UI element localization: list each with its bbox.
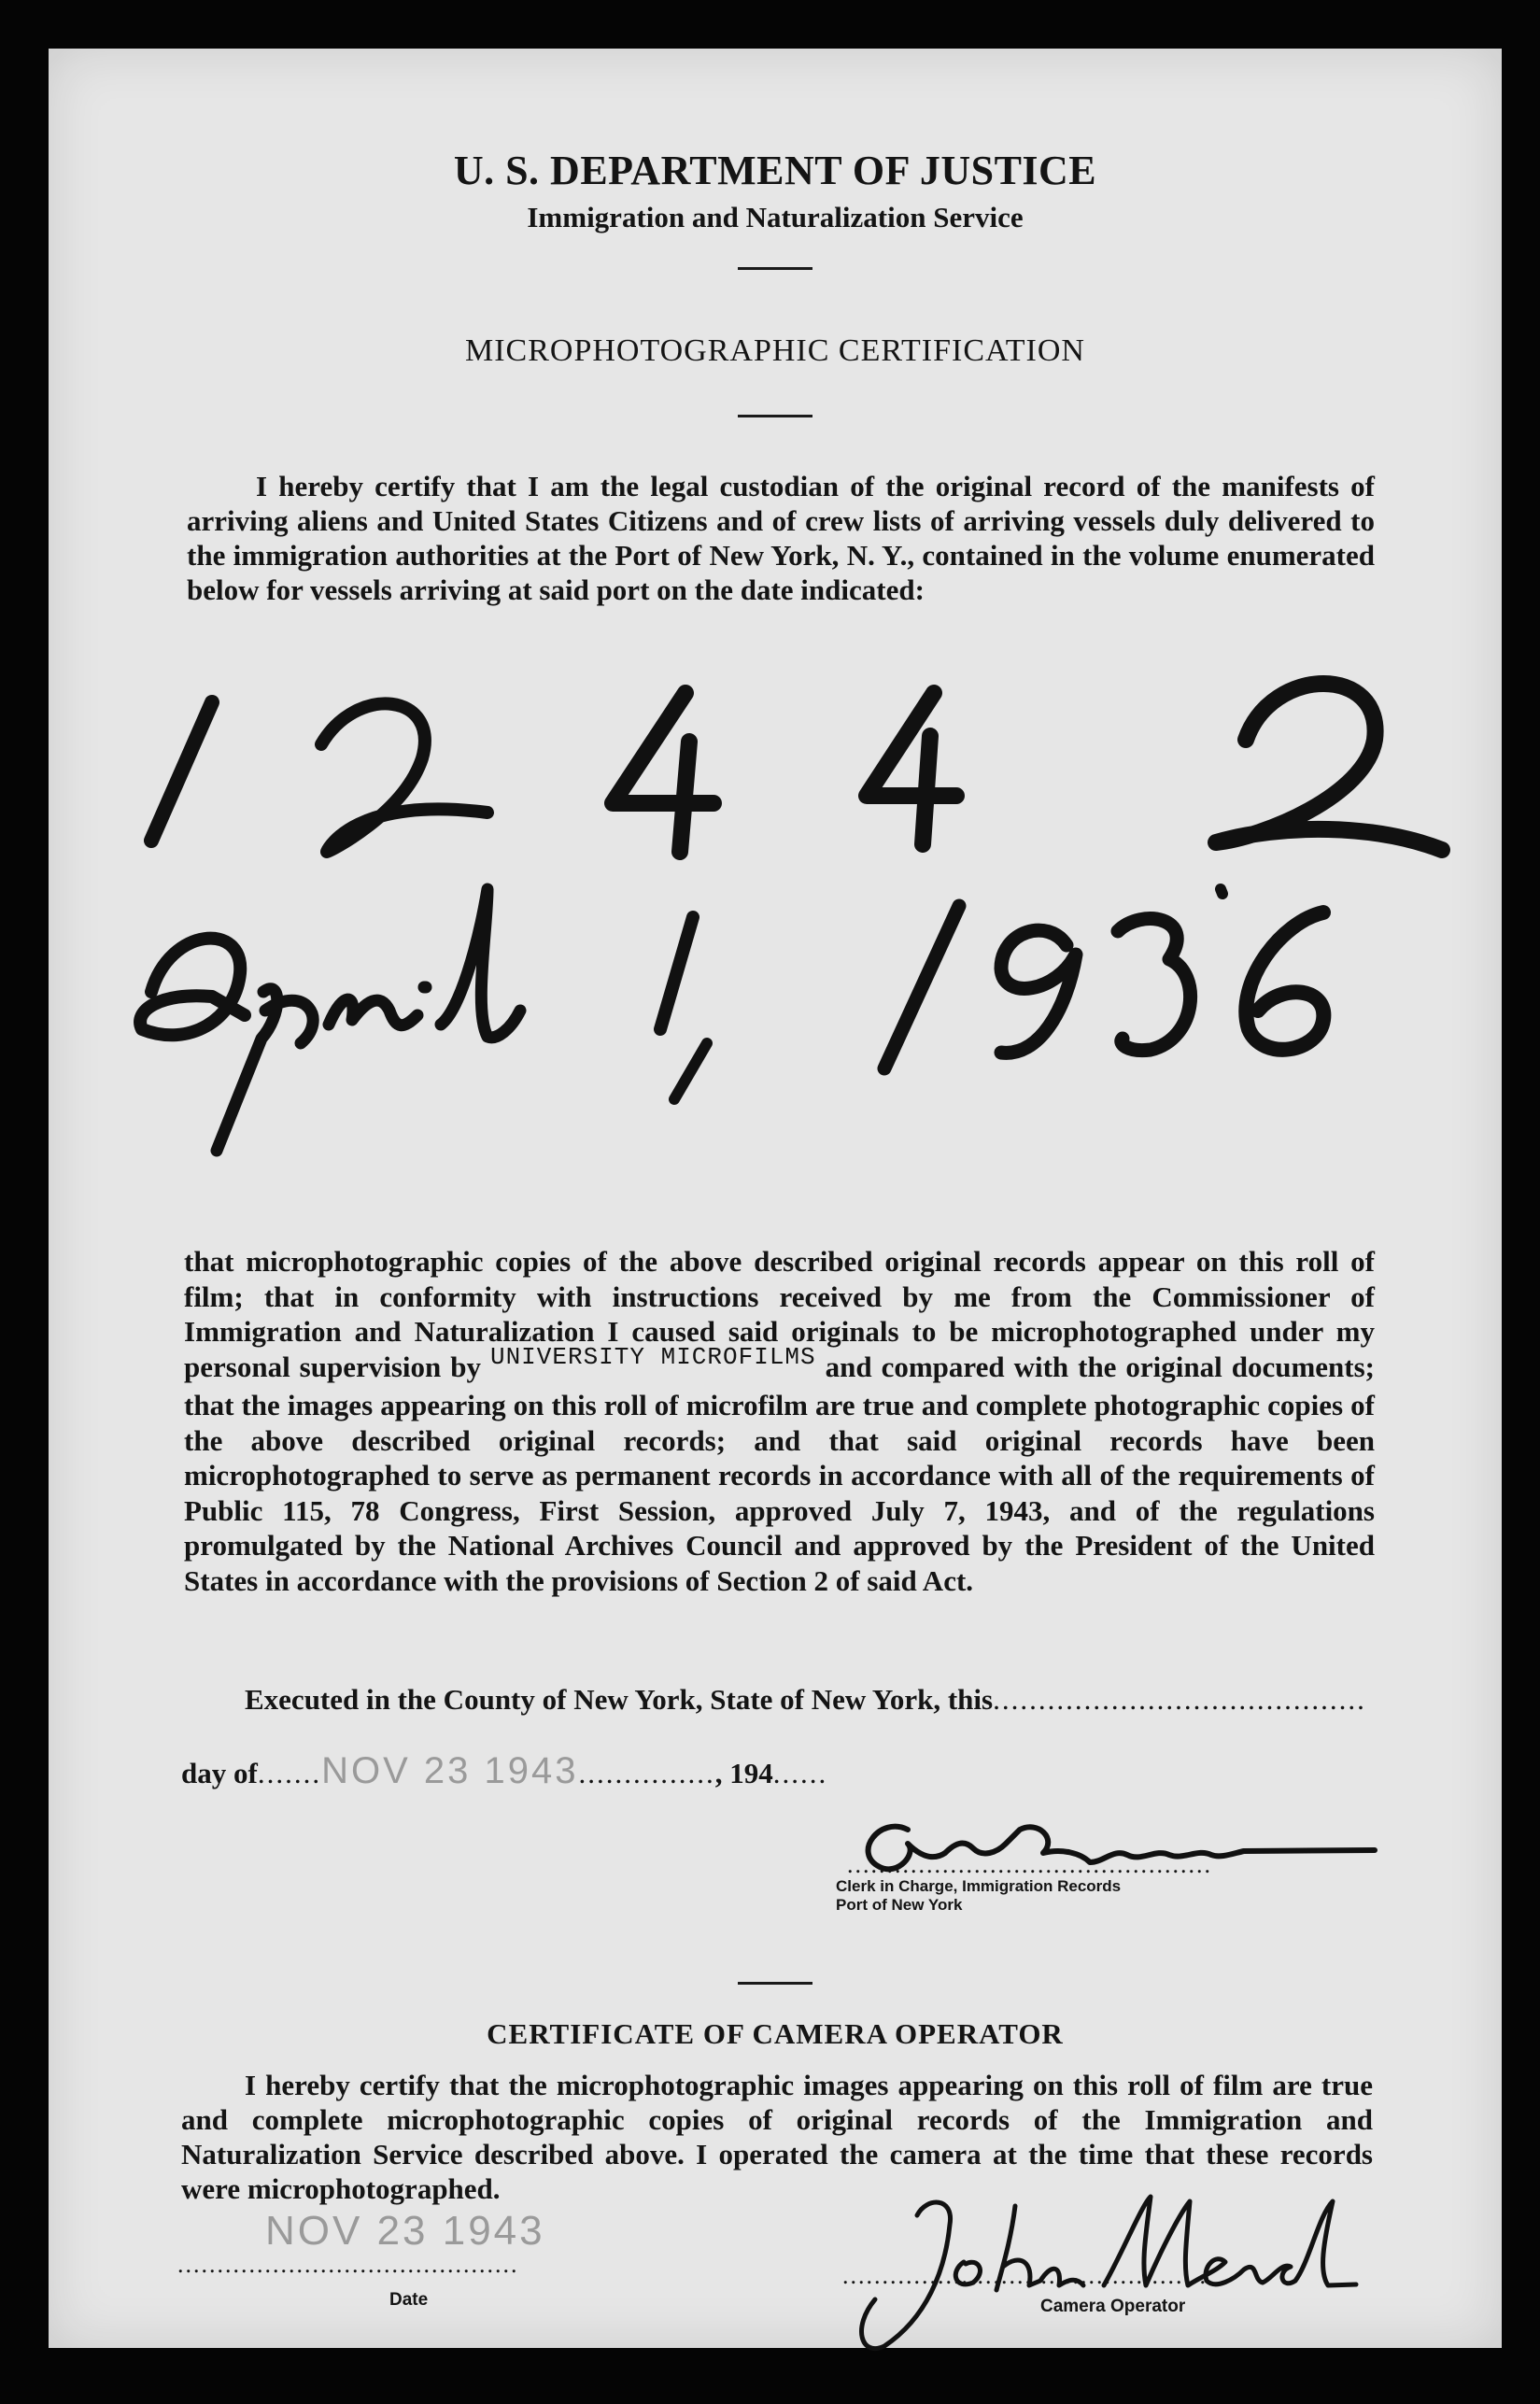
paragraph2-lead-text: that microphotographic copies of the above described original records appear on this roll of film; that in conformity with instructions received by me from the Commissioner of Immigration and Naturalization I caused said originals to be microphotographed under my personal supervision by: [184, 1245, 1375, 1383]
handwritten-date: [140, 889, 1323, 1151]
executed-text: Executed in the County of New York, State of New York, this: [245, 1683, 994, 1716]
clerk-title: [836, 1877, 1121, 1915]
custodian-paragraph: I hereby certify that I am the legal custodian of the original record of the manifests of arriving aliens and United States Citizens and of crew lists of arriving vessels duly delivered to the immigration authorities at the Port of New York, N. Y., contained in the volume enumerated below for vessels arriving at said port on the date indicated:: [187, 470, 1375, 606]
clerk-title-line-2: Port of New York: [836, 1896, 963, 1914]
certification-title: MICROPHOTOGRAPHIC CERTIFICATION: [464, 333, 1085, 368]
department-heading: U. S. DEPARTMENT OF JUSTICE: [453, 148, 1097, 193]
camera-operator-label: Camera Operator: [1040, 2297, 1186, 2316]
paragraph2-rest-text: and compared with the original documents; that the images appearing on this roll of microfilm are true and complete photographic copies of the above described original records; and that said original records have been microphotographed to serve as permanent records in accordance with all of the requirements of Public 115, 78 Congress, First Session, approved July 7, 1943, and of the regulations promulgated by the National Archives Council and approved by the President of the United States in accordance with the provisions of Section 2 of said Act.: [184, 1350, 1376, 1597]
year-prefix-text: , 194: [714, 1757, 773, 1789]
operator-date-stamp: NOV 23 1943: [265, 2208, 545, 2254]
operator-signature-line: ..............................................: [842, 2262, 1208, 2289]
handwritten-volume-number: [151, 684, 1442, 852]
certificate-page: [49, 49, 1502, 2348]
date-label: Date: [389, 2290, 429, 2310]
camera-operator-paragraph: I hereby certify that the microphotographic images appearing on this roll of film are true and complete microphotographic copies of original records of the Immigration and Naturalization Service described above. I operated the camera at the time that these records were microphotographed.: [181, 2069, 1373, 2205]
microphotography-paragraph: [184, 1244, 1375, 1598]
clerk-title-line-1: Clerk in Charge, Immigration Records: [836, 1877, 1122, 1895]
service-subheading: Immigration and Naturalization Service: [527, 201, 1024, 233]
year-dot-leader: ......: [772, 1757, 828, 1789]
handwriting-area: [49, 49, 1502, 1207]
camera-section-divider: [738, 1982, 812, 1985]
date-line: ...........................................: [177, 2251, 519, 2278]
day-of-dot-leader-left: .......: [257, 1757, 322, 1789]
photographer-name: UNIVERSITY MICROFILMS: [489, 1342, 816, 1371]
day-of-text: day of: [181, 1757, 258, 1789]
camera-certificate-title: CERTIFICATE OF CAMERA OPERATOR: [487, 2017, 1064, 2050]
executed-line: [245, 1683, 1375, 1717]
day-of-dot-leader-right: ...............: [578, 1757, 715, 1789]
executed-dot-leader: .........................................: [993, 1683, 1366, 1716]
day-of-line: [181, 1750, 827, 1792]
clerk-date-stamp: NOV 23 1943: [321, 1750, 579, 1791]
clerk-signature-line: ..............................................: [847, 1851, 1212, 1878]
